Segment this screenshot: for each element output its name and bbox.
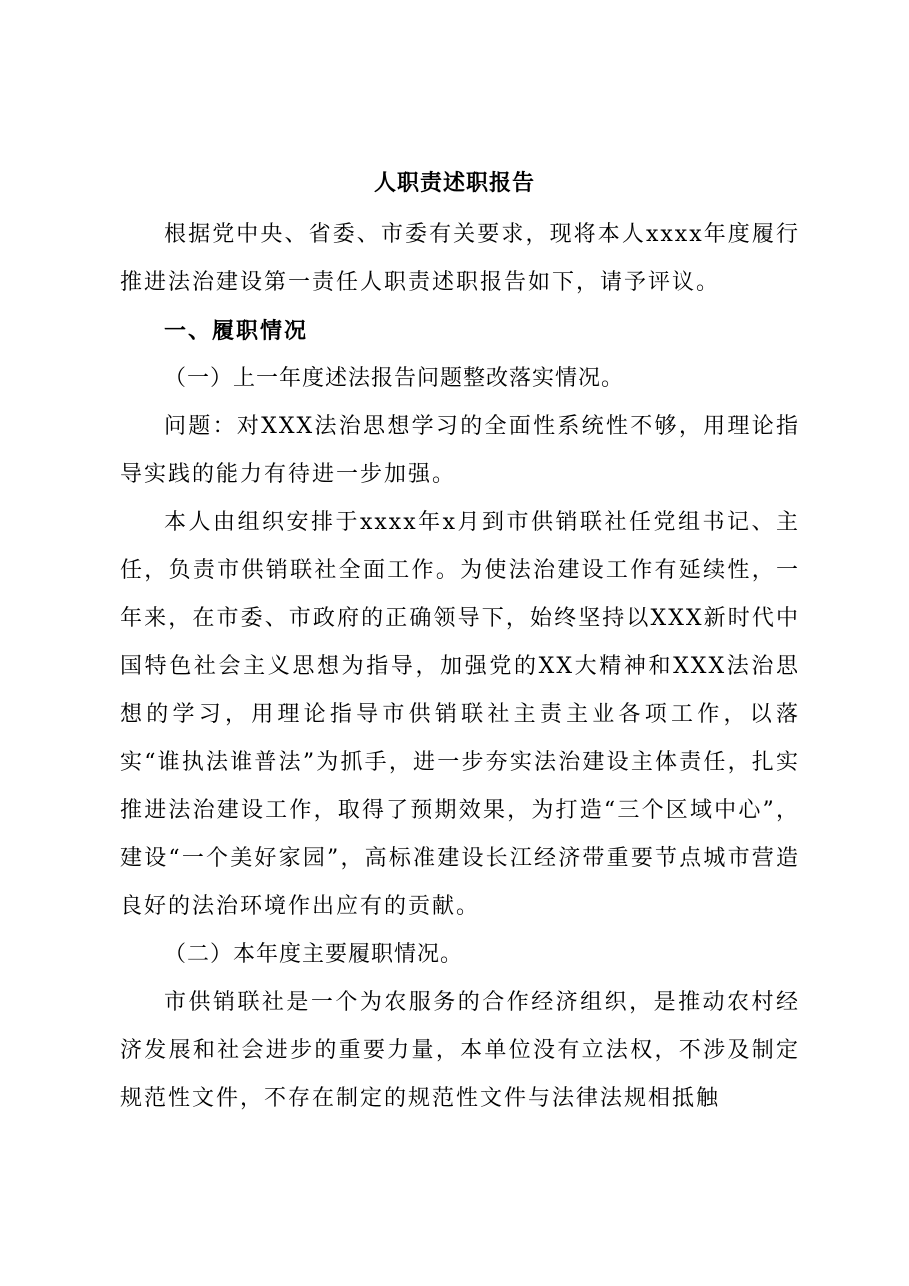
problem-paragraph: 问题：对XXX法治思想学习的全面性系统性不够，用理论指导实践的能力有待进一步加强。 [120, 414, 800, 487]
section-heading-performance: 一、履职情况 [164, 318, 309, 344]
subheading-rectification: （一）上一年度述法报告问题整改落实情况。 [164, 366, 625, 391]
intro-paragraph: 根据党中央、省委、市委有关要求，现将本人xxxx年度履行推进法治建设第一责任人职责述职报告如下，请予评议。 [120, 222, 800, 295]
document-title: 人职责述职报告 [373, 170, 535, 196]
subheading-annual-duties: （二）本年度主要履职情况。 [164, 942, 464, 967]
organization-paragraph: 市供销联社是一个为农服务的合作经济组织，是推动农村经济发展和社会进步的重要力量，本单位没有立法权，不涉及制定规范性文件，不存在制定的规范性文件与法律法规相抵触 [120, 990, 800, 1111]
document-body [120, 211, 800, 1123]
summary-paragraph: 本人由组织安排于xxxx年x月到市供销联社任党组书记、主任，负责市供销联社全面工作。为使法治建设工作有延续性，一年来，在市委、市政府的正确领导下，始终坚持以XXX新时代中国特色社会主义思想为指导，加强党的XX大精神和XXX法治思想的学习，用理论指导市供销联社主责主业各项工作，以落实“谁执法谁普法”为抓手，进一步夯实法治建设主体责任，扎实推进法治建设工作，取得了预期效果，为打造“三个区域中心”，建设“一个美好家园”，高标准建设长江经济带重要节点城市营造良好的法治环境作出应有的贡献。 [120, 510, 800, 919]
